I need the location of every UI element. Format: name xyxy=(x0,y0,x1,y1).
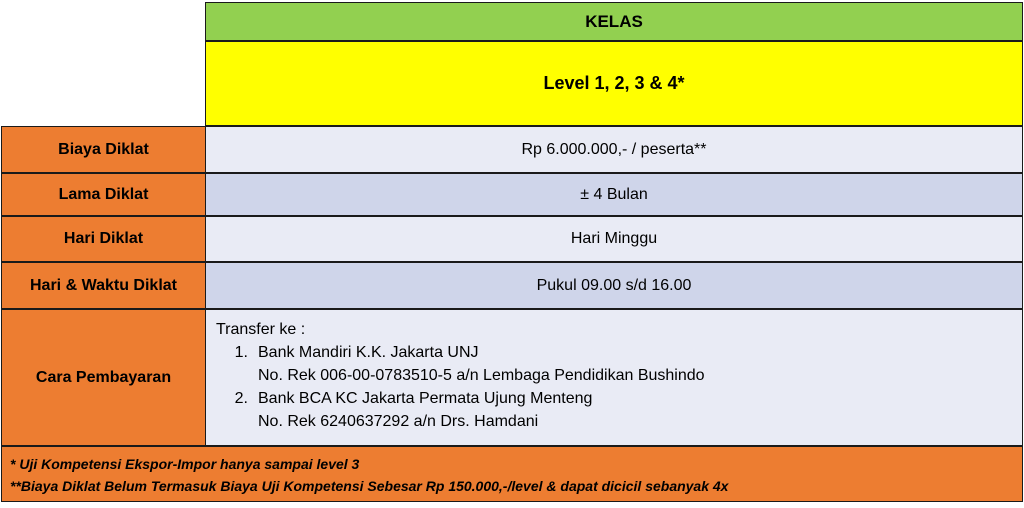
bank-1-account: No. Rek 006-00-0783510-5 a/n Lembaga Pendidikan Bushindo xyxy=(258,367,705,384)
waktu-diklat-value: Pukul 09.00 s/d 16.00 xyxy=(205,262,1023,309)
bank-2-name: Bank BCA KC Jakarta Permata Ujung Menteng xyxy=(258,390,593,407)
bank-1-name-line xyxy=(216,341,705,364)
bank-2-account: No. Rek 6240637292 a/n Drs. Hamdani xyxy=(258,413,539,430)
kelas-header: KELAS xyxy=(205,2,1023,41)
cara-pembayaran-label: Cara Pembayaran xyxy=(1,309,206,446)
biaya-diklat-label: Biaya Diklat xyxy=(1,126,206,173)
waktu-diklat-label: Hari & Waktu Diklat xyxy=(1,262,206,309)
bank-1-number: 1. xyxy=(234,344,248,361)
note-level: * Uji Kompetensi Ekspor-Impor hanya sampai level 3 xyxy=(10,456,360,472)
hari-diklat-value: Hari Minggu xyxy=(205,216,1023,262)
bank-2-number: 2. xyxy=(234,390,248,407)
bank-2-name-line xyxy=(216,387,705,410)
biaya-diklat-value: Rp 6.000.000,- / peserta** xyxy=(205,126,1023,173)
hari-diklat-label: Hari Diklat xyxy=(1,216,206,262)
lama-diklat-label: Lama Diklat xyxy=(1,173,206,216)
notes-footer xyxy=(1,446,1023,502)
payment-details xyxy=(205,309,1023,446)
bank-1-name: Bank Mandiri K.K. Jakarta UNJ xyxy=(258,344,479,361)
note-biaya: **Biaya Diklat Belum Termasuk Biaya Uji Kompetensi Sebesar Rp 150.000,-/level & dapat dicicil sebanyak 4x xyxy=(10,478,729,494)
level-header: Level 1, 2, 3 & 4* xyxy=(205,41,1023,126)
lama-diklat-value: ± 4 Bulan xyxy=(205,173,1023,216)
payment-intro: Transfer ke : xyxy=(216,321,306,338)
